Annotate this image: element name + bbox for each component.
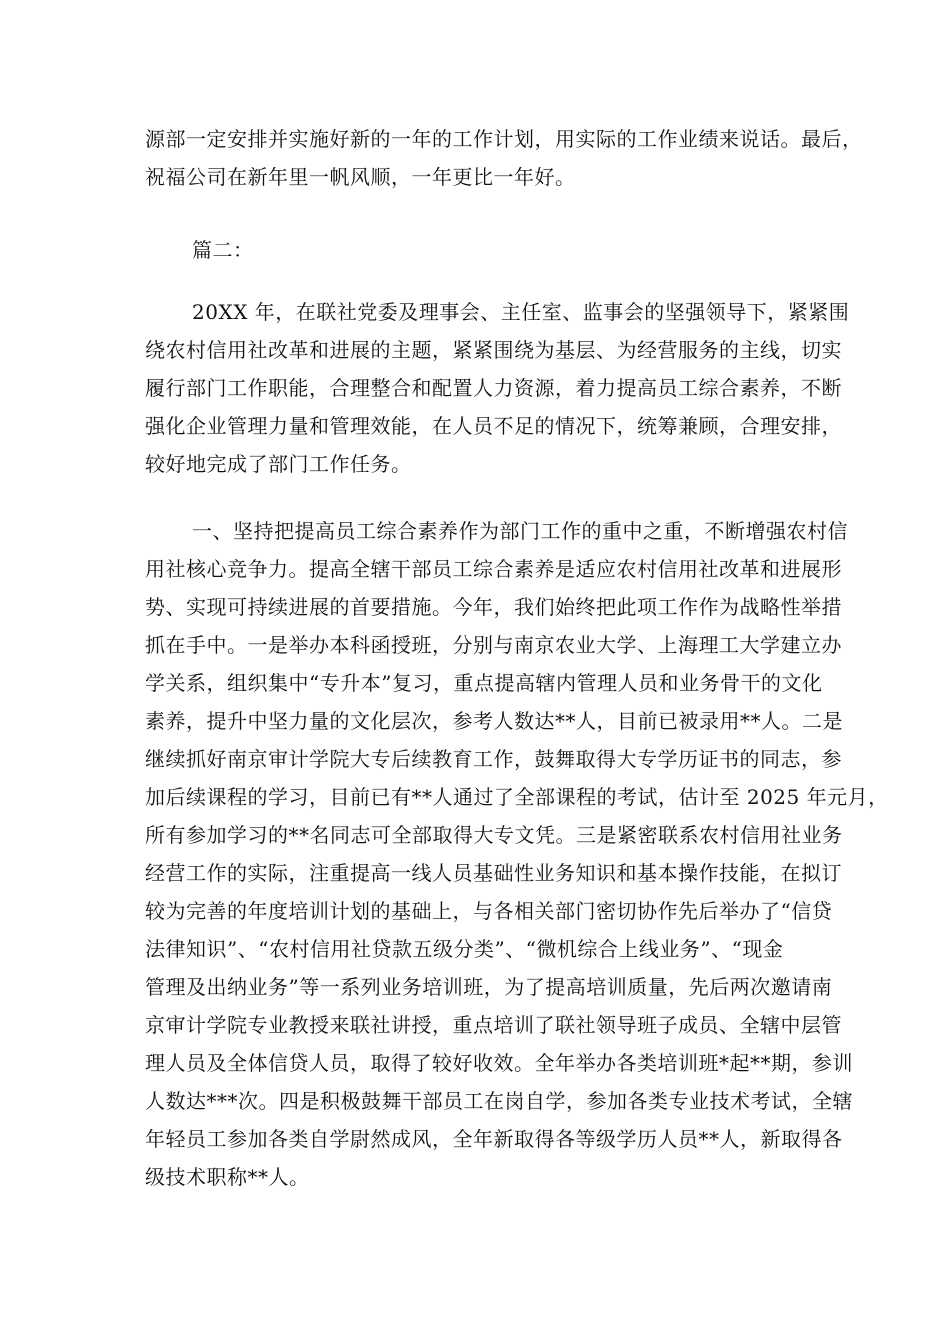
paragraph-2-line-7: 继续抓好南京审计学院大专后续教育工作，鼓舞取得大专学历证书的同志，参	[145, 747, 842, 771]
section-heading: 篇二：	[192, 238, 254, 262]
paragraph-2-line-10: 经营工作的实际，注重提高一线人员基础性业务知识和基本操作技能，在拟订	[145, 861, 842, 885]
paragraph-1-line-5: 较好地完成了部门工作任务。	[145, 452, 412, 476]
paragraph-2-line-3: 势、实现可持续进展的首要措施。今年，我们始终把此项工作作为战略性举措	[145, 595, 842, 619]
paragraph-2-line-16: 人数达***次。四是积极鼓舞干部员工在岗自学，参加各类专业技术考试，全辖	[145, 1089, 853, 1113]
paragraph-1-line-1: 20XX 年，在联社党委及理事会、主任室、监事会的坚强领导下，紧紧围	[192, 300, 850, 324]
paragraph-2-line-5: 学关系，组织集中“专升本”复习，重点提高辖内管理人员和业务骨干的文化	[145, 671, 823, 695]
paragraph-2-line-1: 一、坚持把提高员工综合素养作为部门工作的重中之重，不断增强农村信	[192, 519, 848, 543]
paragraph-2-line-2: 用社核心竞争力。提高全辖干部员工综合素养是适应农村信用社改革和进展形	[145, 557, 842, 581]
intro-line-2: 祝福公司在新年里一帆风顺，一年更比一年好。	[145, 165, 576, 189]
paragraph-2-line-6: 素养，提升中坚力量的文化层次，参考人数达**人，目前已被录用**人。二是	[145, 709, 843, 733]
paragraph-1-line-4: 强化企业管理力量和管理效能，在人员不足的情况下，统筹兼顾，合理安排，	[145, 414, 842, 438]
paragraph-2-line-11: 较为完善的年度培训计划的基础上，与各相关部门密切协作先后举办了“信贷	[145, 899, 833, 923]
paragraph-2-line-9: 所有参加学习的**名同志可全部取得大专文凭。三是紧密联系农村信用社业务	[145, 823, 843, 847]
paragraph-2-line-4: 抓在手中。一是举办本科函授班，分别与南京农业大学、上海理工大学建立办	[145, 633, 842, 657]
paragraph-2-line-18: 级技术职称**人。	[145, 1165, 310, 1189]
paragraph-2-line-15: 理人员及全体信贷人员，取得了较好收效。全年举办各类培训班*起**期，参训	[145, 1051, 853, 1075]
intro-line-1: 源部一定安排并实施好新的一年的工作计划，用实际的工作业绩来说话。最后，	[145, 127, 863, 151]
paragraph-2-line-13: 管理及出纳业务”等一系列业务培训班，为了提高培训质量，先后两次邀请南	[145, 975, 833, 999]
paragraph-1-line-2: 绕农村信用社改革和进展的主题，紧紧围绕为基层、为经营服务的主线，切实	[145, 338, 842, 362]
paragraph-1-line-3: 履行部门工作职能，合理整合和配置人力资源，着力提高员工综合素养，不断	[145, 376, 842, 400]
paragraph-2-line-14: 京审计学院专业教授来联社讲授，重点培训了联社领导班子成员、全辖中层管	[145, 1013, 842, 1037]
paragraph-2-line-8: 加后续课程的学习，目前已有**人通过了全部课程的考试，估计至 2025 年元月，	[145, 785, 889, 809]
paragraph-2-line-17: 年轻员工参加各类自学尉然成风，全年新取得各等级学历人员**人，新取得各	[145, 1127, 843, 1151]
paragraph-2-line-12: 法律知识”、“农村信用社贷款五级分类”、“微机综合上线业务”、“现金	[145, 937, 784, 961]
